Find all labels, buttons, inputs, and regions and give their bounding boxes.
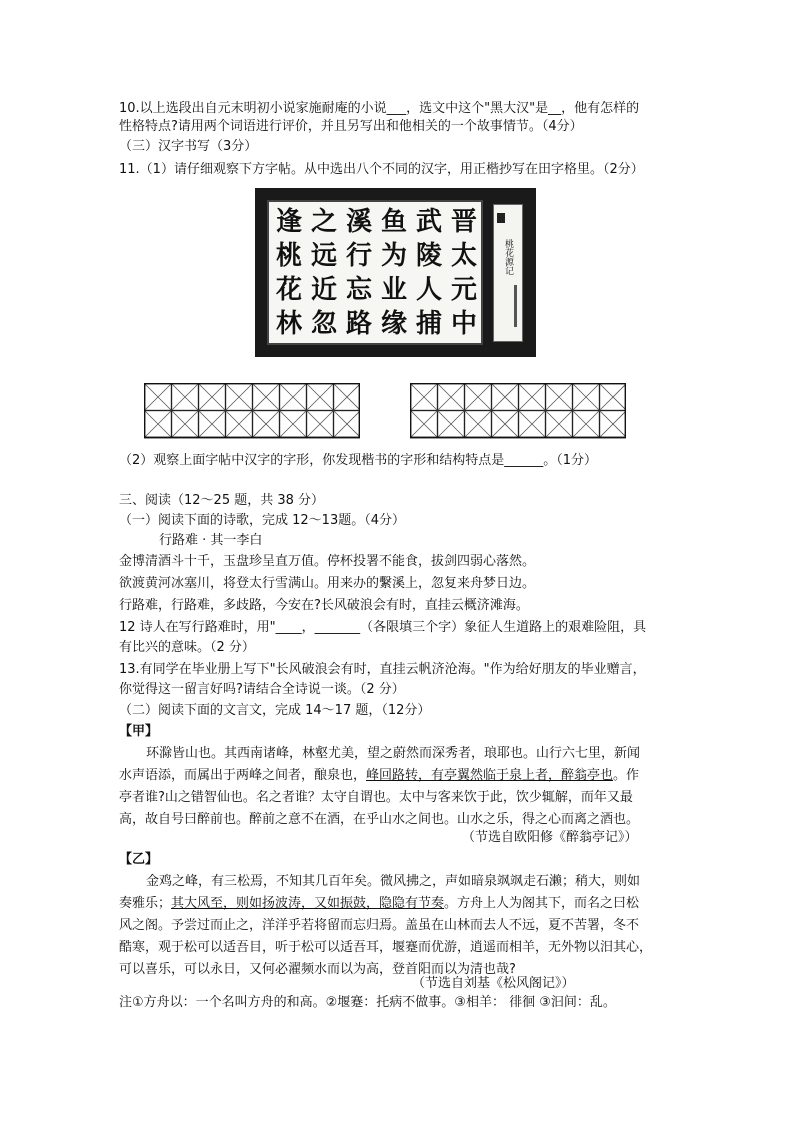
yi-line2 xyxy=(119,895,639,913)
copybook-image xyxy=(255,188,536,357)
tianzige-cell[interactable] xyxy=(226,384,253,411)
tianzige-grid-right[interactable] xyxy=(410,383,626,439)
copybook-character: 逢 xyxy=(275,207,302,237)
tianzige-cell[interactable] xyxy=(546,411,573,438)
copybook-character: 溪 xyxy=(345,207,372,237)
copybook-character: 太 xyxy=(450,241,477,271)
tianzige-cell[interactable] xyxy=(411,411,438,438)
tianzige-cell[interactable] xyxy=(334,384,361,411)
tianzige-cell[interactable] xyxy=(411,384,438,411)
yi-line2-underlined: 其大风至，则如扬波涛，又如振鼓，隐隐有节奏 xyxy=(171,896,445,911)
copybook-character: 桃 xyxy=(275,241,302,271)
yi-line4: 酷寒，观于松可以适吾目，听于松可以适吾耳，堰蹇而优游，逍遥而相羊，无外物以汨其心， xyxy=(119,940,653,955)
q12-blank1[interactable]: ____ xyxy=(275,620,302,635)
jia-source: （节选自欧阳修《醉翁亭记》） xyxy=(462,830,638,845)
tianzige-cell[interactable] xyxy=(465,384,492,411)
copybook-side-title: 桃花源记 xyxy=(503,239,513,275)
tianzige-cell[interactable] xyxy=(546,384,573,411)
jia-line2-b: 。作 xyxy=(613,768,640,783)
copybook-character: 缘 xyxy=(380,309,407,339)
copybook-character: 为 xyxy=(380,241,407,271)
copybook-character: 鱼 xyxy=(380,207,407,237)
tianzige-cell[interactable] xyxy=(307,384,334,411)
q13-line1: 13.有同学在毕业册上写下"长风破浪会有时，直挂云帆济沧海。"作为给好朋友的毕业赠言， xyxy=(119,662,646,677)
part1-heading: （一）阅读下面的诗歌，完成 12～13题。（4分） xyxy=(119,513,405,528)
jia-label: 【甲】 xyxy=(119,724,159,739)
jia-line1: 环滁皆山也。其西南诸峰，林壑尤美，望之蔚然而深秀者，琅耶也。山行六七里，新闻 xyxy=(146,746,641,761)
tianzige-cell[interactable] xyxy=(573,411,600,438)
copybook-character: 忘 xyxy=(345,275,372,305)
tianzige-cell[interactable] xyxy=(280,384,307,411)
copybook-character: 陵 xyxy=(415,241,442,271)
copybook-character: 晋 xyxy=(450,207,477,237)
tianzige-cell[interactable] xyxy=(438,384,465,411)
q11-part1: 11.（1）请仔细观察下方字帖。从中选出八个不同的汉字，用正楷抄写在田字格里。（2分） xyxy=(119,162,644,177)
poem-line: 金博清酒斗十千，玉盘珍呈直万值。停杯投署不能食，拔剑四弱心落然。 xyxy=(119,554,536,569)
q12-line2: 有比兴的意味。（2 分） xyxy=(119,640,255,655)
copybook-character: 花 xyxy=(275,275,302,305)
q10-line2: 性格特点?请用两个词语进行评价，并且另写出和他相关的一个故事情节。（4分） xyxy=(119,119,583,134)
tianzige-cell[interactable] xyxy=(492,384,519,411)
copybook-character: 忽 xyxy=(310,309,337,339)
tianzige-cell[interactable] xyxy=(492,411,519,438)
copybook-character: 捕 xyxy=(415,309,442,339)
tianzige-cell[interactable] xyxy=(600,384,627,411)
tianzige-cell[interactable] xyxy=(145,384,172,411)
tianzige-cell[interactable] xyxy=(199,411,226,438)
q12-text-a: 12 诗人在写行路难时，用" xyxy=(119,620,276,635)
copybook-character: 中 xyxy=(450,309,477,339)
tianzige-cell[interactable] xyxy=(145,411,172,438)
tianzige-cell[interactable] xyxy=(172,411,199,438)
copybook-side-panel xyxy=(493,204,523,342)
tianzige-cell[interactable] xyxy=(438,411,465,438)
copybook-character: 业 xyxy=(380,275,407,305)
q12-blank2[interactable]: _______ xyxy=(314,620,361,635)
part2-heading: （二）阅读下面的文言文，完成 14～17 题，（12分） xyxy=(119,703,431,718)
tianzige-cell[interactable] xyxy=(253,411,280,438)
poem-line: 欲渡黄河冰塞川，将登太行雪满山。用来办的繫溪上，忽复来舟梦日边。 xyxy=(119,576,536,591)
copybook-character: 路 xyxy=(345,309,372,339)
q11-part2: （2）观察上面字帖中汉字的字形，你发现楷书的字形和结构特点是______。（1分） xyxy=(119,453,598,468)
q12-line1 xyxy=(119,619,646,637)
jia-line2-underlined: 峰回路转，有亭翼然临于泉上者，醉翁亭也 xyxy=(366,768,614,783)
yi-line1: 金鸡之峰，有三松焉，不知其几百年矣。微风拂之，声如暗泉飒飒走石濑；稍大，则如 xyxy=(146,874,641,889)
tianzige-cell[interactable] xyxy=(172,384,199,411)
copybook-character: 远 xyxy=(310,241,337,271)
seal-mark-icon xyxy=(497,213,505,223)
copybook-grid xyxy=(267,200,483,345)
tianzige-cell[interactable] xyxy=(334,411,361,438)
poem-title: 行路难 · 其一李白 xyxy=(159,533,263,548)
jia-line4: 高，故自号曰醉前也。醉前之意不在酒，在乎山水之间也。山水之乐，得之心而离之酒也。 xyxy=(119,812,640,827)
notes: 注①方舟以：一个名叫方舟的和高。②堰蹇：托病不做事。③相羊： 徘徊 ③汩间：乱。 xyxy=(119,995,616,1010)
yi-line2-a: 奏雅乐； xyxy=(119,896,172,911)
inscription-mark-icon xyxy=(514,285,517,327)
jia-line2 xyxy=(119,767,639,785)
yi-source: （节选自刘基《松风阁记》） xyxy=(412,976,575,991)
yi-line5: 可以喜乐，可以永日，又何必濯频水而以为高，登首阳而以为清也哉? xyxy=(119,962,516,977)
tianzige-cell[interactable] xyxy=(519,384,546,411)
copybook-character: 近 xyxy=(310,275,337,305)
q10-line1: 10.以上选段出自元末明初小说家施耐庵的小说___，选文中这个"黑大汉"是__，他有怎样的 xyxy=(119,101,640,116)
copybook-character: 行 xyxy=(345,241,372,271)
q13-line2: 你觉得这一留言好吗?请结合全诗说一谈。（2 分） xyxy=(119,682,405,697)
copybook-character: 林 xyxy=(275,309,302,339)
yi-line3: 风之阁。予尝过而止之，洋洋乎若将留而忘归焉。盖虽在山林而去人不远，夏不苦署，冬不 xyxy=(119,918,640,933)
copybook-character: 元 xyxy=(450,275,477,305)
yi-line2-b: 。方舟上人为阁其下，而名之曰松 xyxy=(444,896,640,911)
jia-line3: 亭者谁?山之错智仙也。名之者谁？太守自谓也。太中与客来饮于此，饮少辄解，而年又最 xyxy=(119,790,633,805)
tianzige-cell[interactable] xyxy=(253,384,280,411)
tianzige-cell[interactable] xyxy=(519,411,546,438)
tianzige-cell[interactable] xyxy=(600,411,627,438)
copybook-character: 之 xyxy=(310,207,337,237)
copybook-character: 武 xyxy=(415,207,442,237)
tianzige-grid-left[interactable] xyxy=(144,383,360,439)
jia-line2-a: 水声语添，而属出于两峰之间者，酿泉也， xyxy=(119,768,367,783)
yi-label: 【乙】 xyxy=(119,852,159,867)
q12-text-b: （各限填三个字）象征人生道路上的艰难险阻，具 xyxy=(360,620,647,635)
tianzige-cell[interactable] xyxy=(307,411,334,438)
tianzige-cell[interactable] xyxy=(280,411,307,438)
copybook-character: 人 xyxy=(415,275,442,305)
poem-line: 行路难，行路难，多歧路，今安在?长风破浪会有时，直挂云概济滩海。 xyxy=(119,598,529,613)
tianzige-cell[interactable] xyxy=(199,384,226,411)
tianzige-cell[interactable] xyxy=(226,411,253,438)
q12-sep: ， xyxy=(301,620,315,635)
reading-heading: 三、阅读（12～25 题，共 38 分） xyxy=(119,493,325,508)
section3-heading: （三）汉字书写（3分） xyxy=(119,139,258,154)
tianzige-cell[interactable] xyxy=(465,411,492,438)
tianzige-cell[interactable] xyxy=(573,384,600,411)
